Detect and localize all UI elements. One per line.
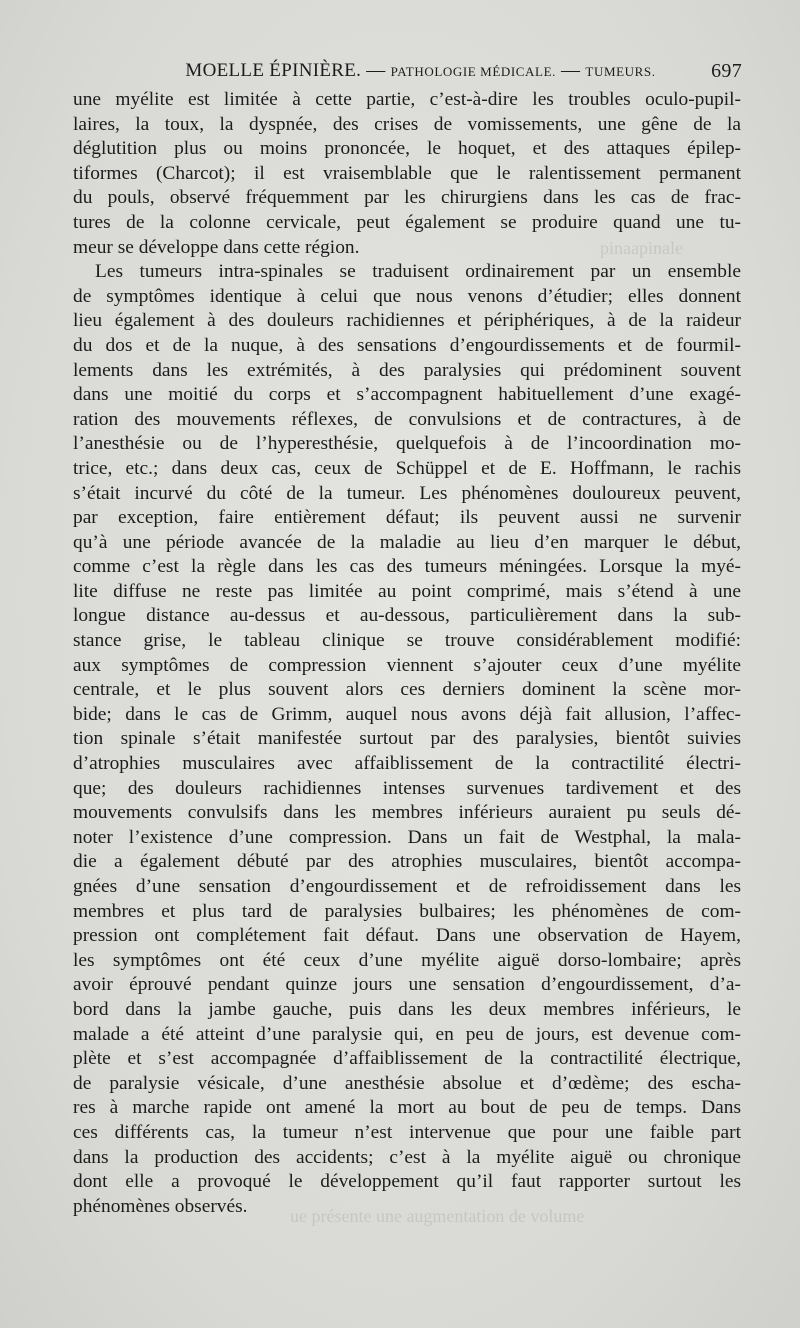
text-line: s’était incurvé du côté de la tumeur. Les phénomènes douloureux peuvent, (73, 482, 741, 504)
running-head (73, 54, 768, 88)
text-line: l’anesthésie ou de l’hyperesthésie, quelquefois à de l’incoordination mo- (73, 433, 741, 455)
text-line: que; des douleurs rachidiennes intenses survenues tardivement et des (73, 777, 741, 799)
text-line: avoir éprouvé pendant quinze jours une sensation d’engourdissement, d’a- (73, 974, 741, 996)
text-line: aux symptômes de compression viennent s’ajouter ceux d’une myélite (73, 654, 741, 676)
text-line: une myélite est limitée à cette partie, c’est-à-dire les troubles oculo-pupil- (73, 89, 741, 110)
text-line: ration des mouvements réflexes, de convulsions et de contractures, à de (73, 408, 741, 430)
text-line: comme c’est la règle dans les cas des tumeurs méningées. Lorsque la myé- (73, 556, 741, 578)
text-line: laires, la toux, la dyspnée, des crises de vomissements, une gêne de la (73, 113, 741, 135)
text-line: du dos et de la nuque, à des sensations d’engourdissements et de fourmil- (73, 334, 741, 356)
paragraph-1 (73, 88, 741, 260)
header-subsection: TUMEURS. (585, 64, 656, 79)
text-line: lements dans les extrémités, à des paralysies qui prédominent souvent (73, 359, 741, 381)
text-line: de symptômes identique à celui que nous venons d’étudier; elles donnent (73, 285, 741, 307)
text-line: bide; dans le cas de Grimm, auquel nous avons déjà fait allusion, l’affec- (73, 703, 741, 725)
text-line: dans une moitié du corps et s’accompagnent habituellement d’une exagé- (73, 384, 741, 406)
text-line: die a également débuté par des atrophies musculaires, bientôt accompa- (73, 851, 741, 873)
show-through-text-bottom: ue présente une augmentation de volume (290, 1206, 585, 1226)
text-line: lieu également à des douleurs rachidiennes et périphériques, à de la raideur (73, 310, 741, 332)
text-line: pression ont complétement fait défaut. Dans une observation de Hayem, (73, 925, 741, 947)
paragraph-2 (73, 260, 741, 1219)
text-line: mouvements convulsifs dans les membres inférieurs auraient pu seuls dé- (73, 802, 741, 824)
text-line: Les tumeurs intra-spinales se traduisent ordinairement par un ensemble (95, 261, 741, 283)
text-line: noter l’existence d’une compression. Dans un fait de Westphal, la mala- (73, 826, 741, 848)
text-line: centrale, et le plus souvent alors ces derniers dominent la scène mor- (73, 679, 741, 701)
header-section: PATHOLOGIE MÉDICALE. (390, 64, 556, 79)
text-line: res à marche rapide ont amené la mort au bout de peu de temps. Dans (73, 1097, 741, 1119)
text-line: du pouls, observé fréquemment par les chirurgiens dans les cas de frac- (73, 187, 741, 209)
page-number: 697 (711, 60, 742, 82)
text-line: phénomènes observés. (73, 1195, 248, 1217)
text-line: tures de la colonne cervicale, peut également se produire quand une tu- (73, 211, 741, 233)
text-line: d’atrophies musculaires avec affaiblissement de la contractilité électri- (73, 753, 741, 775)
text-line: ces différents cas, la tumeur n’est intervenue que pour une faible part (73, 1121, 741, 1143)
text-line: tion spinale s’était manifestée surtout par des paralysies, bientôt suivies (73, 728, 741, 750)
text-line: longue distance au-dessus et au-dessous, particulièrement dans la sub- (73, 605, 741, 627)
text-line: stance grise, le tableau clinique se trouve considérablement modifié: (73, 630, 741, 652)
text-line: de paralysie vésicale, d’une anesthésie absolue et d’œdème; des escha- (73, 1072, 741, 1094)
header-title: MOELLE ÉPINIÈRE. (185, 60, 362, 81)
text-line: les symptômes ont été ceux d’une myélite aiguë dorso-lombaire; après (73, 949, 741, 971)
text-line: meur se développe dans cette région. (73, 236, 360, 258)
text-line: plète et s’est accompagnée d’affaiblissement de la contractilité électrique, (73, 1048, 741, 1070)
text-line: bord dans la jambe gauche, puis dans les deux membres inférieurs, le (73, 998, 741, 1020)
text-line: lite diffuse ne reste pas limitée au point comprimé, mais s’étend à une (73, 580, 741, 602)
text-line: malade a été atteint d’une paralysie qui, en peu de jours, est devenue com- (73, 1023, 741, 1045)
text-line: trice, etc.; dans deux cas, ceux de Schüppel et de E. Hoffmann, le rachis (73, 457, 741, 479)
text-line: qu’à une période avancée de la maladie au lieu d’en marquer le début, (73, 531, 741, 553)
text-line: dans la production des accidents; c’est à la myélite aiguë ou chronique (73, 1146, 741, 1168)
text-line: dont elle a provoqué le développement qu’il faut rapporter surtout les (73, 1171, 741, 1193)
text-line: tiformes (Charcot); il est vraisemblable que le ralentissement permanent (73, 162, 741, 184)
show-through-text: pinaapinale (600, 238, 683, 258)
text-line: gnées d’une sensation d’engourdissement et de refroidissement dans les (73, 876, 741, 897)
text-line: par exception, faire entièrement défaut; ils peuvent aussi ne survenir (73, 507, 741, 529)
header-dash-1: — (366, 60, 386, 81)
text-line: membres et plus tard de paralysies bulbaires; les phénomènes de com- (73, 900, 741, 922)
header-dash-2: — (561, 60, 581, 81)
text-line: déglutition plus ou moins prononcée, le hoquet, et des attaques épilep- (73, 138, 741, 160)
